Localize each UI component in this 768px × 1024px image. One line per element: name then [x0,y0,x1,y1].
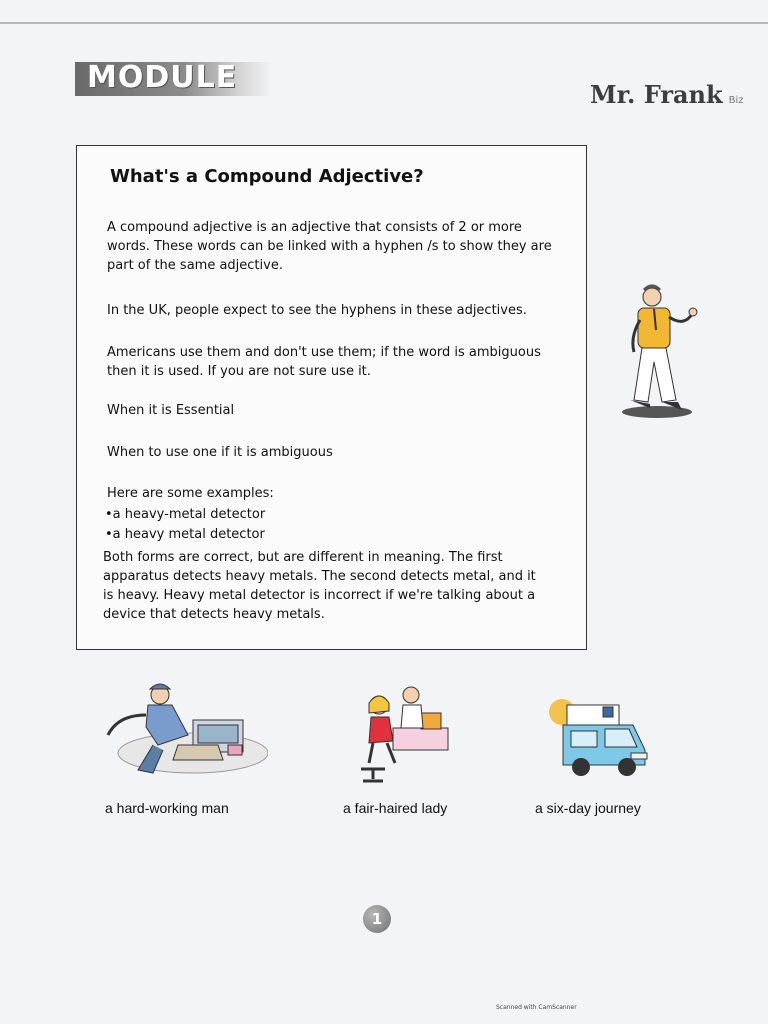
page-number-badge: 1 [363,905,391,933]
compound-adjective-card [76,145,587,650]
example-item: •a heavy metal detector [105,527,265,542]
caption-six-day-journey: a six-day journey [535,800,641,816]
module-banner [75,62,273,96]
scan-watermark: Scanned with CamScanner [496,1004,577,1011]
page-top-rule [0,22,768,24]
six-day-journey-van-illustration [545,695,650,780]
example-item: •a heavy-metal detector [105,507,266,522]
brand-suffix: Biz [728,95,744,106]
explanation-paragraph: Both forms are correct, but are different in meaning. The first apparatus detects heavy metals. The second detects metal, and it is heavy. Heavy metal detector is incorrect if we're talking about a device that detects heavy metals. [103,550,536,622]
caption-hard-working-man: a hard-working man [105,800,229,816]
hard-working-man-illustration [98,675,268,785]
examples-intro: Here are some examples: [107,486,274,501]
module-label: MODULE [87,60,238,95]
brand-name: Mr. Frank [590,80,723,109]
fair-haired-lady-illustration [355,683,450,783]
ambiguous-line: When to use one if it is ambiguous [107,445,333,460]
uk-paragraph: In the UK, people expect to see the hyphens in these adjectives. [107,303,527,318]
caption-fair-haired-lady: a fair-haired lady [343,800,448,816]
thinking-man-illustration [612,282,702,422]
brand-logo [590,80,744,109]
card-title: What's a Compound Adjective? [110,166,424,187]
definition-paragraph: A compound adjective is an adjective that consists of 2 or more words. These words can be linked with a hyphen /s to show they are part of the same adjective. [107,220,552,273]
us-paragraph: Americans use them and don't use them; if the word is ambiguous then it is used. If you are not sure use it. [107,345,541,379]
essential-line: When it is Essential [107,403,235,418]
